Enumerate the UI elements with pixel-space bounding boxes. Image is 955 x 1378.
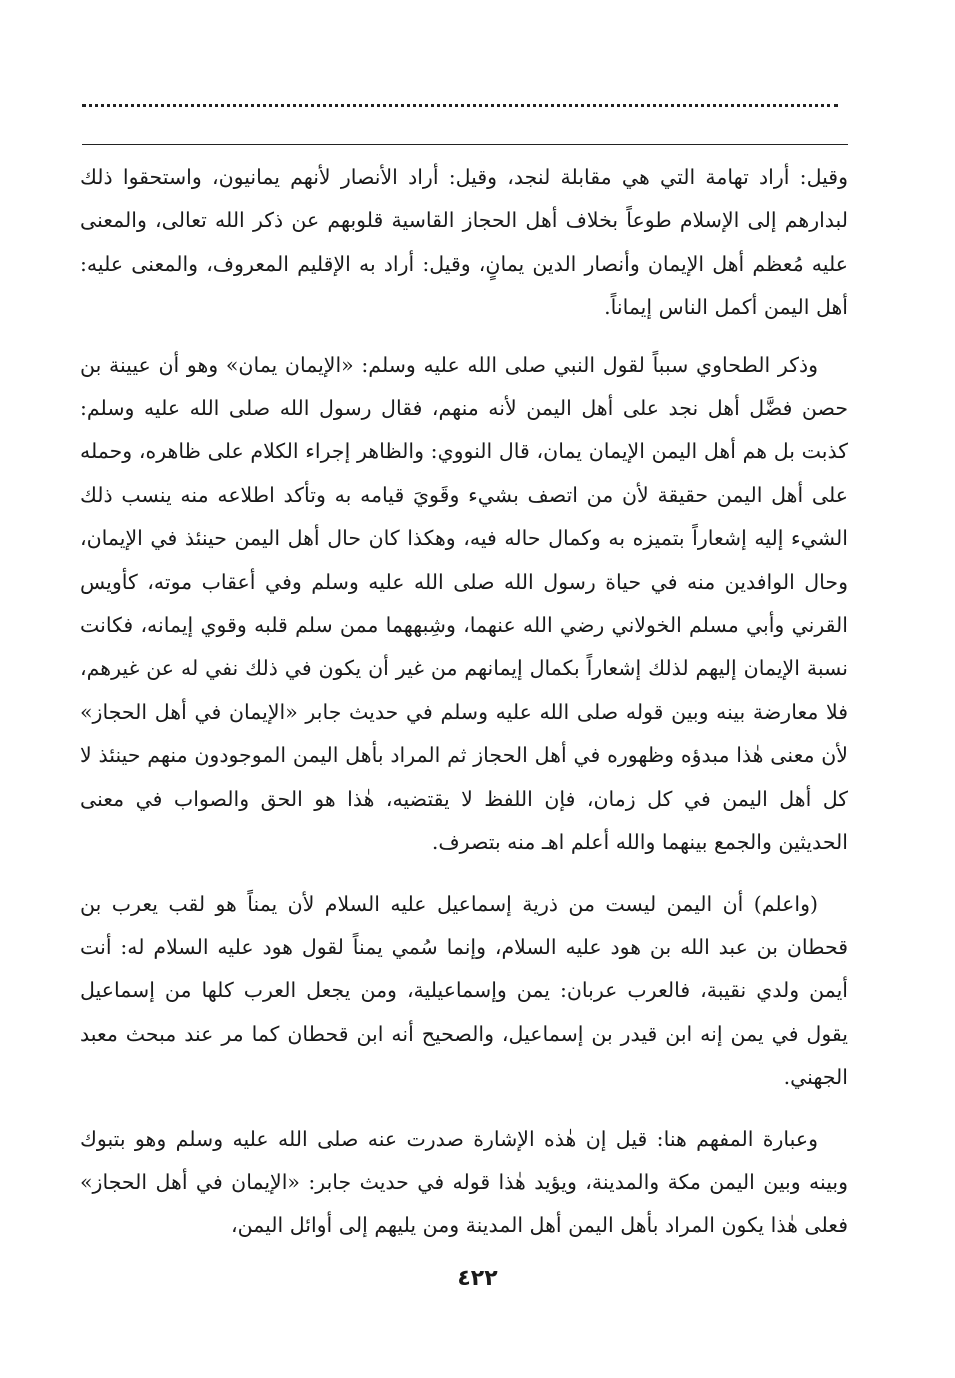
paragraph-3: (واعلم) أن اليمن ليست من ذرية إسماعيل عليه السلام لأن يمناً هو لقب يعرب بن قحطان بن عبد الله بن هود عليه السلام، وإنما سُمي يمناً لقول هود عليه السلام له: أنت أيمن ولدي نقيبة، فالعرب عربان: يمن وإسماعيلية، ومن يجعل العرب كلها من إسماعيل يقول في يمن إنه ابن قيدر بن إسماعيل، والصحيح أنه ابن قحطان كما مر عند مبحث معبد الجهني. [80, 891, 848, 1090]
paragraph-2: وذكر الطحاوي سبباً لقول النبي صلى الله عليه وسلم: «الإيمان يمان» وهو أن عيينة بن حصن فضَّل أهل نجد على أهل اليمن لأنه منهم، فقال رسول الله صلى الله عليه وسلم: كذبت بل هم أهل اليمن الإيمان يمان، قال النووي: والظاهر إجراء الكلام على ظاهره، وحمله على أهل اليمن حقيقة لأن من اتصف بشيء وقَويَ قيامه به وتأكد اطلاعه منه ينسب ذلك الشيء إليه إشعاراً بتميزه به وكمال حاله فيه، وهكذا كان حال أهل اليمن حينئذ في الإيمان، وحال الوافدين منه في حياة رسول الله صلى الله عليه وسلم وفي أعقاب موته، كأويس القرني وأبي مسلم الخولاني رضي الله عنهما، وشِبههما ممن سلم قلبه وقوي إيمانه، فكانت نسبة الإيمان إليهم لذلك إشعاراً بكمال إيمانهم من غير أن يكون في ذلك نفي له عن غيرهم، فلا معارضة بينه وبين قوله صلى الله عليه وسلم في حديث جابر «الإيمان في أهل الحجاز» لأن معنى هٰذا مبدؤه وظهوره في أهل الحجاز ثم المراد بأهل اليمن الموجودون منهم حينئذ لا كل أهل اليمن في كل زمان، فإن اللفظ لا يقتضيه، هٰذا هو الحق والصواب في معنى الحديثين والجمع بينهما والله أعلم اهـ منه بتصرف. [80, 352, 848, 855]
header-dotted-separator [82, 80, 838, 107]
body-text [80, 156, 848, 1248]
header-rule [82, 144, 848, 145]
page-number: ٤٢٢ [457, 1266, 498, 1291]
paragraph-1: وقيل: أراد تهامة التي هي مقابلة لنجد، وقيل: أراد الأنصار لأنهم يمانيون، واستحقوا ذلك لبدارهم إلى الإسلام طوعاً بخلاف أهل الحجاز القاسية قلوبهم عن ذكر الله تعالى، والمعنى عليه مُعظم أهل الإيمان وأنصار الدين يمانٍ، وقيل: أراد به الإقليم المعروف، والمعنى عليه: أهل اليمن أكمل الناس إيماناً. [80, 165, 848, 320]
paragraph-4: وعبارة المفهم هنا: قيل إن هٰذه الإشارة صدرت عنه صلى الله عليه وسلم وهو بتبوك وبينه وبين اليمن مكة والمدينة، ويؤيد هٰذا قوله في حديث جابر: «الإيمان في أهل الحجاز» فعلى هٰذا يكون المراد بأهل اليمن أهل المدينة ومن يليهم إلى أوائل اليمن، [80, 1126, 848, 1238]
